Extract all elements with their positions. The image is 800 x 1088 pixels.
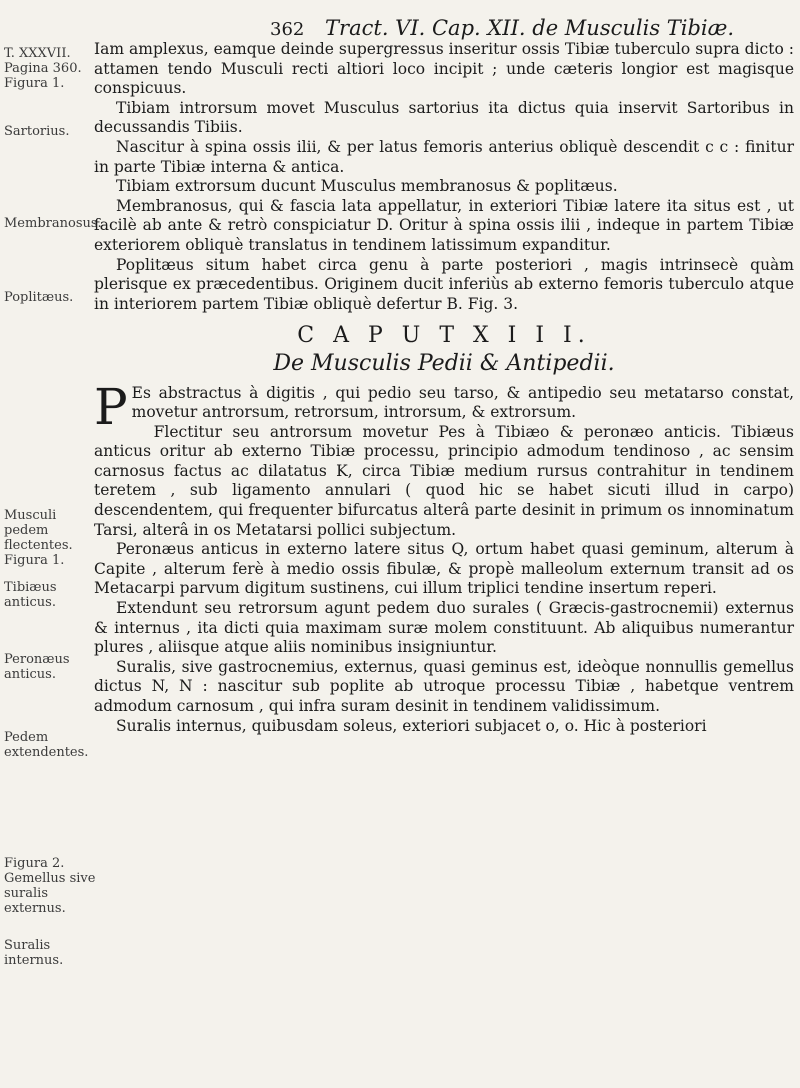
margin-note-membranosus: Membranosus.: [4, 216, 102, 231]
page-number: 362: [270, 19, 305, 40]
margin-note-gemellus: Figura 2. Gemellus sive suralis externus.: [4, 856, 96, 916]
margin-note-poplitaeus: Poplitæus.: [4, 290, 74, 305]
paragraph-8: Flectitur seu antrorsum movetur Pes à Tibiæo & peronæo anticis. Tibiæus anticus oritur ab externo Tibiæ processu, principio admodum tendinoso , ac sensim carnosus factus ac dilatatus K, circa Tibiæ medium rursus contrahitur in tendinem teretem , sub ligamento annulari ( quod hic se habet sicuti illud in carpo) descendentem, qui frequenter bifurcatus alterâ parte desinit in primum os innominatum Tarsi, alterâ in os Metatarsi pollici subjectum.: [94, 422, 794, 539]
paragraph-3: Nascitur à spina ossis ilii, & per latus femoris anterius obliquè descendit c c : finitur in parte Tibiæ interna & antica.: [94, 137, 794, 176]
paragraph-11: Suralis, sive gastrocnemius, externus, quasi geminus est, ideòque nonnullis gemellus dictus N, N : nascitur sub poplite ab utroque processu Tibiæ , habetque ventrem admodum carnosum , qui infra suram desinit in tendinem validissimum.: [94, 657, 794, 715]
margin-note-tibiaeus: Tibiæus anticus.: [4, 580, 57, 610]
paragraph-7-text: Es abstractus à digitis , qui pedio seu tarso, & antipedio seu metatarso constat, movetur antrorsum, retrorsum, introrsum, & extrorsum.: [131, 383, 794, 422]
paragraph-2: Tibiam introrsum movet Musculus sartorius ita dictus quia inservit Sartoribus in decussandis Tibiis.: [94, 98, 794, 137]
margin-note-peronaeus: Peronæus anticus.: [4, 652, 70, 682]
chapter-subtitle: De Musculis Pedii & Antipedii.: [273, 350, 615, 376]
margin-note-sartorius: Sartorius.: [4, 124, 70, 139]
paragraph-6: Poplitæus situm habet circa genu à parte posteriori , magis intrinsecè quàm plerisque ex præcedentibus. Originem ducit inferiùs ab externo femoris tuberculo atque in interiorem partem Tibiæ obliquè defertur B. Fig. 3.: [94, 255, 794, 313]
margin-note-table-ref: T. XXXVII. Pagina 360. Figura 1.: [4, 46, 82, 91]
margin-note-extendentes: Pedem extendentes.: [4, 730, 89, 760]
drop-cap: P: [94, 377, 128, 436]
chapter-title: C A P U T X I I I.: [297, 323, 591, 349]
paragraph-12: Suralis internus, quibusdam soleus, exteriori subjacet o, o. Hic à posteriori: [116, 716, 707, 735]
running-header: [270, 16, 740, 42]
margin-note-suralis-internus: Suralis internus.: [4, 938, 64, 968]
paragraph-5: Membranosus, qui & fascia lata appellatur, in exteriori Tibiæ latere ita situs est , ut facilè ab ante & retrò conspiciatur D. Oritur à spina ossis ilii , indeque in partem Tibiæ exteriorem obliquè translatus in tendinem latissimum expanditur.: [94, 196, 794, 254]
margin-note-flectentes: Musculi pedem flectentes. Figura 1.: [4, 508, 73, 568]
running-title: Tract. VI. Cap. XII. de Musculis Tibiæ.: [325, 16, 735, 40]
main-text-column: [94, 40, 794, 736]
paragraph-4: Tibiam extrorsum ducunt Musculus membranosus & poplitæus.: [116, 177, 618, 196]
paragraph-7: [94, 377, 794, 436]
paragraph-9: Peronæus anticus in externo latere situs Q, ortum habet quasi geminum, alterum à Capite , alterum ferè à medio ossis fibulæ, & propè malleolum externum transit ad os Metacarpi parvum digitum sustinens, cui illum triplici tendine insertum reperi.: [94, 540, 794, 598]
paragraph-10: Extendunt seu retrorsum agunt pedem duo surales ( Græcis-gastrocnemii) externus & internus , ita dicti quia maximam suræ molem constituunt. Ab aliquibus numerantur plures , aliisque atque aliis nominibus insigniuntur.: [94, 599, 794, 657]
paragraph-1: Iam amplexus, eamque deinde supergressus inseritur ossis Tibiæ tuberculo supra dicto : attamen tendo Musculi recti altiori loco incipit ; unde cæteris longior est magisque conspicuus.: [94, 40, 794, 98]
